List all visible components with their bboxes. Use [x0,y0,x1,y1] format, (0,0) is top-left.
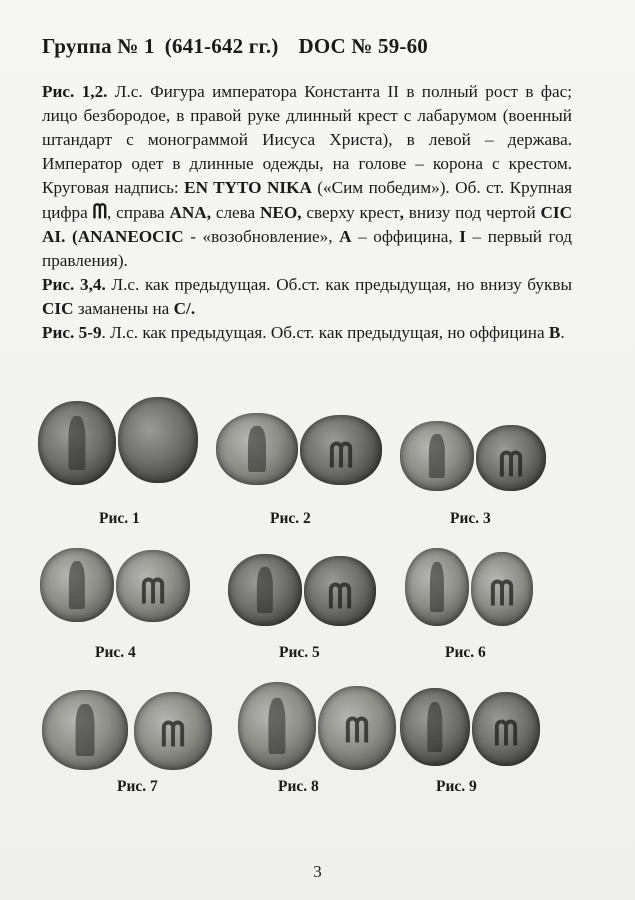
paragraph-fig-1-2 [42,80,572,273]
coin-row-2 [0,540,635,650]
figure-caption: Рис. 1 [99,510,140,527]
paragraph-fig-5-9 [42,321,572,345]
page-number: 3 [313,862,322,881]
coin-figure-3 [400,395,550,495]
coin-mark: ᗰ [328,436,354,476]
text-run: – первый год правления). [42,227,573,270]
text-run: внизу под чертой [403,203,541,222]
title-group: Группа № 1 [42,34,155,58]
bold-run: CIC [42,299,74,318]
coin-reverse-image [116,550,190,622]
coin-mark: ᗰ [344,711,370,752]
coin-mark: ᗰ [498,444,524,485]
figure-caption: Рис. 6 [445,644,486,661]
text-run: , справа [107,203,170,222]
coin-reverse-image [300,415,382,485]
text-run: Л.с. Фигура императора Константа II в полный рост в фас; лицо безбородое, в правой руке длинный крест с лабарумом (военный штандарт с монограммой Иисуса Христа), в левой – держава. Император одет в длинные одежды, на голове – корона с крестом. Круговая надпись: [42,82,573,197]
coin-mark: ᗰ [489,574,515,615]
figure-caption: Рис. 4 [95,644,136,661]
text-run: заманены на [73,299,174,318]
figure-ref: Рис. 1,2. [42,82,108,101]
coin-row-3 [0,678,635,788]
coin-figure-1 [38,395,198,495]
bold-run: , [399,203,404,222]
coin-mark: ᗰ [327,577,353,617]
coin-figure-6 [405,540,555,640]
text-run: Л.с. как предыдущая. Об.ст. как предыдущая, но внизу буквы [105,275,573,294]
coin-reverse-image [134,692,212,770]
bold-run: A [339,227,352,246]
coin-figure-5 [228,540,388,640]
bold-run: ANA, [169,203,212,222]
coin-obverse-image [400,421,474,491]
figure-ref: Рис. 5-9 [42,323,102,342]
bold-run: (ANANEOCIC [71,227,184,246]
figure-caption: Рис. 7 [117,778,158,795]
text-run: слева [211,203,260,222]
coin-obverse-image [400,688,470,766]
title-years: (641-642 гг.) [164,34,279,58]
coin-reverse-image [304,556,376,626]
bold-run: B [548,323,561,342]
coin-figure-8 [238,678,408,778]
text-run: – оффицина, [351,227,460,246]
figure-caption: Рис. 2 [270,510,311,527]
coin-reverse-image [472,692,540,766]
bold-run: I [459,227,466,246]
title-doc: DOC № 59-60 [298,34,429,58]
coin-figure-4 [40,540,200,640]
coin-figure-9 [400,678,550,778]
coin-mark: ᗰ [160,715,186,756]
coin-reverse-image [471,552,533,626]
figure-ref: Рис. 3,4. [42,275,106,294]
figure-caption: Рис. 3 [450,510,491,527]
coin-figure-7 [42,678,202,778]
bold-run: NEO, [259,203,302,222]
text-run: . Л.с. как предыдущая. Об.ст. как предыдущая, но оффицина [101,323,549,342]
coin-obverse-image [38,401,116,485]
coin-obverse-image [216,413,298,485]
coin-obverse-image [42,690,128,770]
coin-reverse-image [118,397,198,483]
coin-obverse-image [228,554,302,626]
denomination-mark: ᗰ [92,201,108,223]
legend-inscription: EN TYTO NIKA [184,178,312,197]
description-text [42,80,572,345]
figure-caption: Рис. 9 [436,778,477,795]
text-run: - «возобновление», [183,227,340,246]
coin-reverse-image [318,686,396,770]
coin-reverse-image [476,425,546,491]
coin-obverse-image [40,548,114,622]
coin-row-1 [0,395,635,505]
coin-obverse-image [238,682,316,770]
bold-run: C/. [173,299,196,318]
coin-mark: ᗰ [493,714,519,755]
page-title [42,34,428,59]
coin-figure-2 [216,395,386,495]
coin-obverse-image [405,548,469,626]
figure-caption: Рис. 8 [278,778,319,795]
coin-mark: ᗰ [140,571,166,612]
paragraph-fig-3-4 [42,273,572,321]
bold-run: CIC AI. [42,203,572,246]
text-run: сверху крест [301,203,400,222]
text-run: . [560,323,565,342]
text-run: («Сим победим»). Об. ст. Крупная цифра [42,178,572,222]
figure-caption: Рис. 5 [279,644,320,661]
